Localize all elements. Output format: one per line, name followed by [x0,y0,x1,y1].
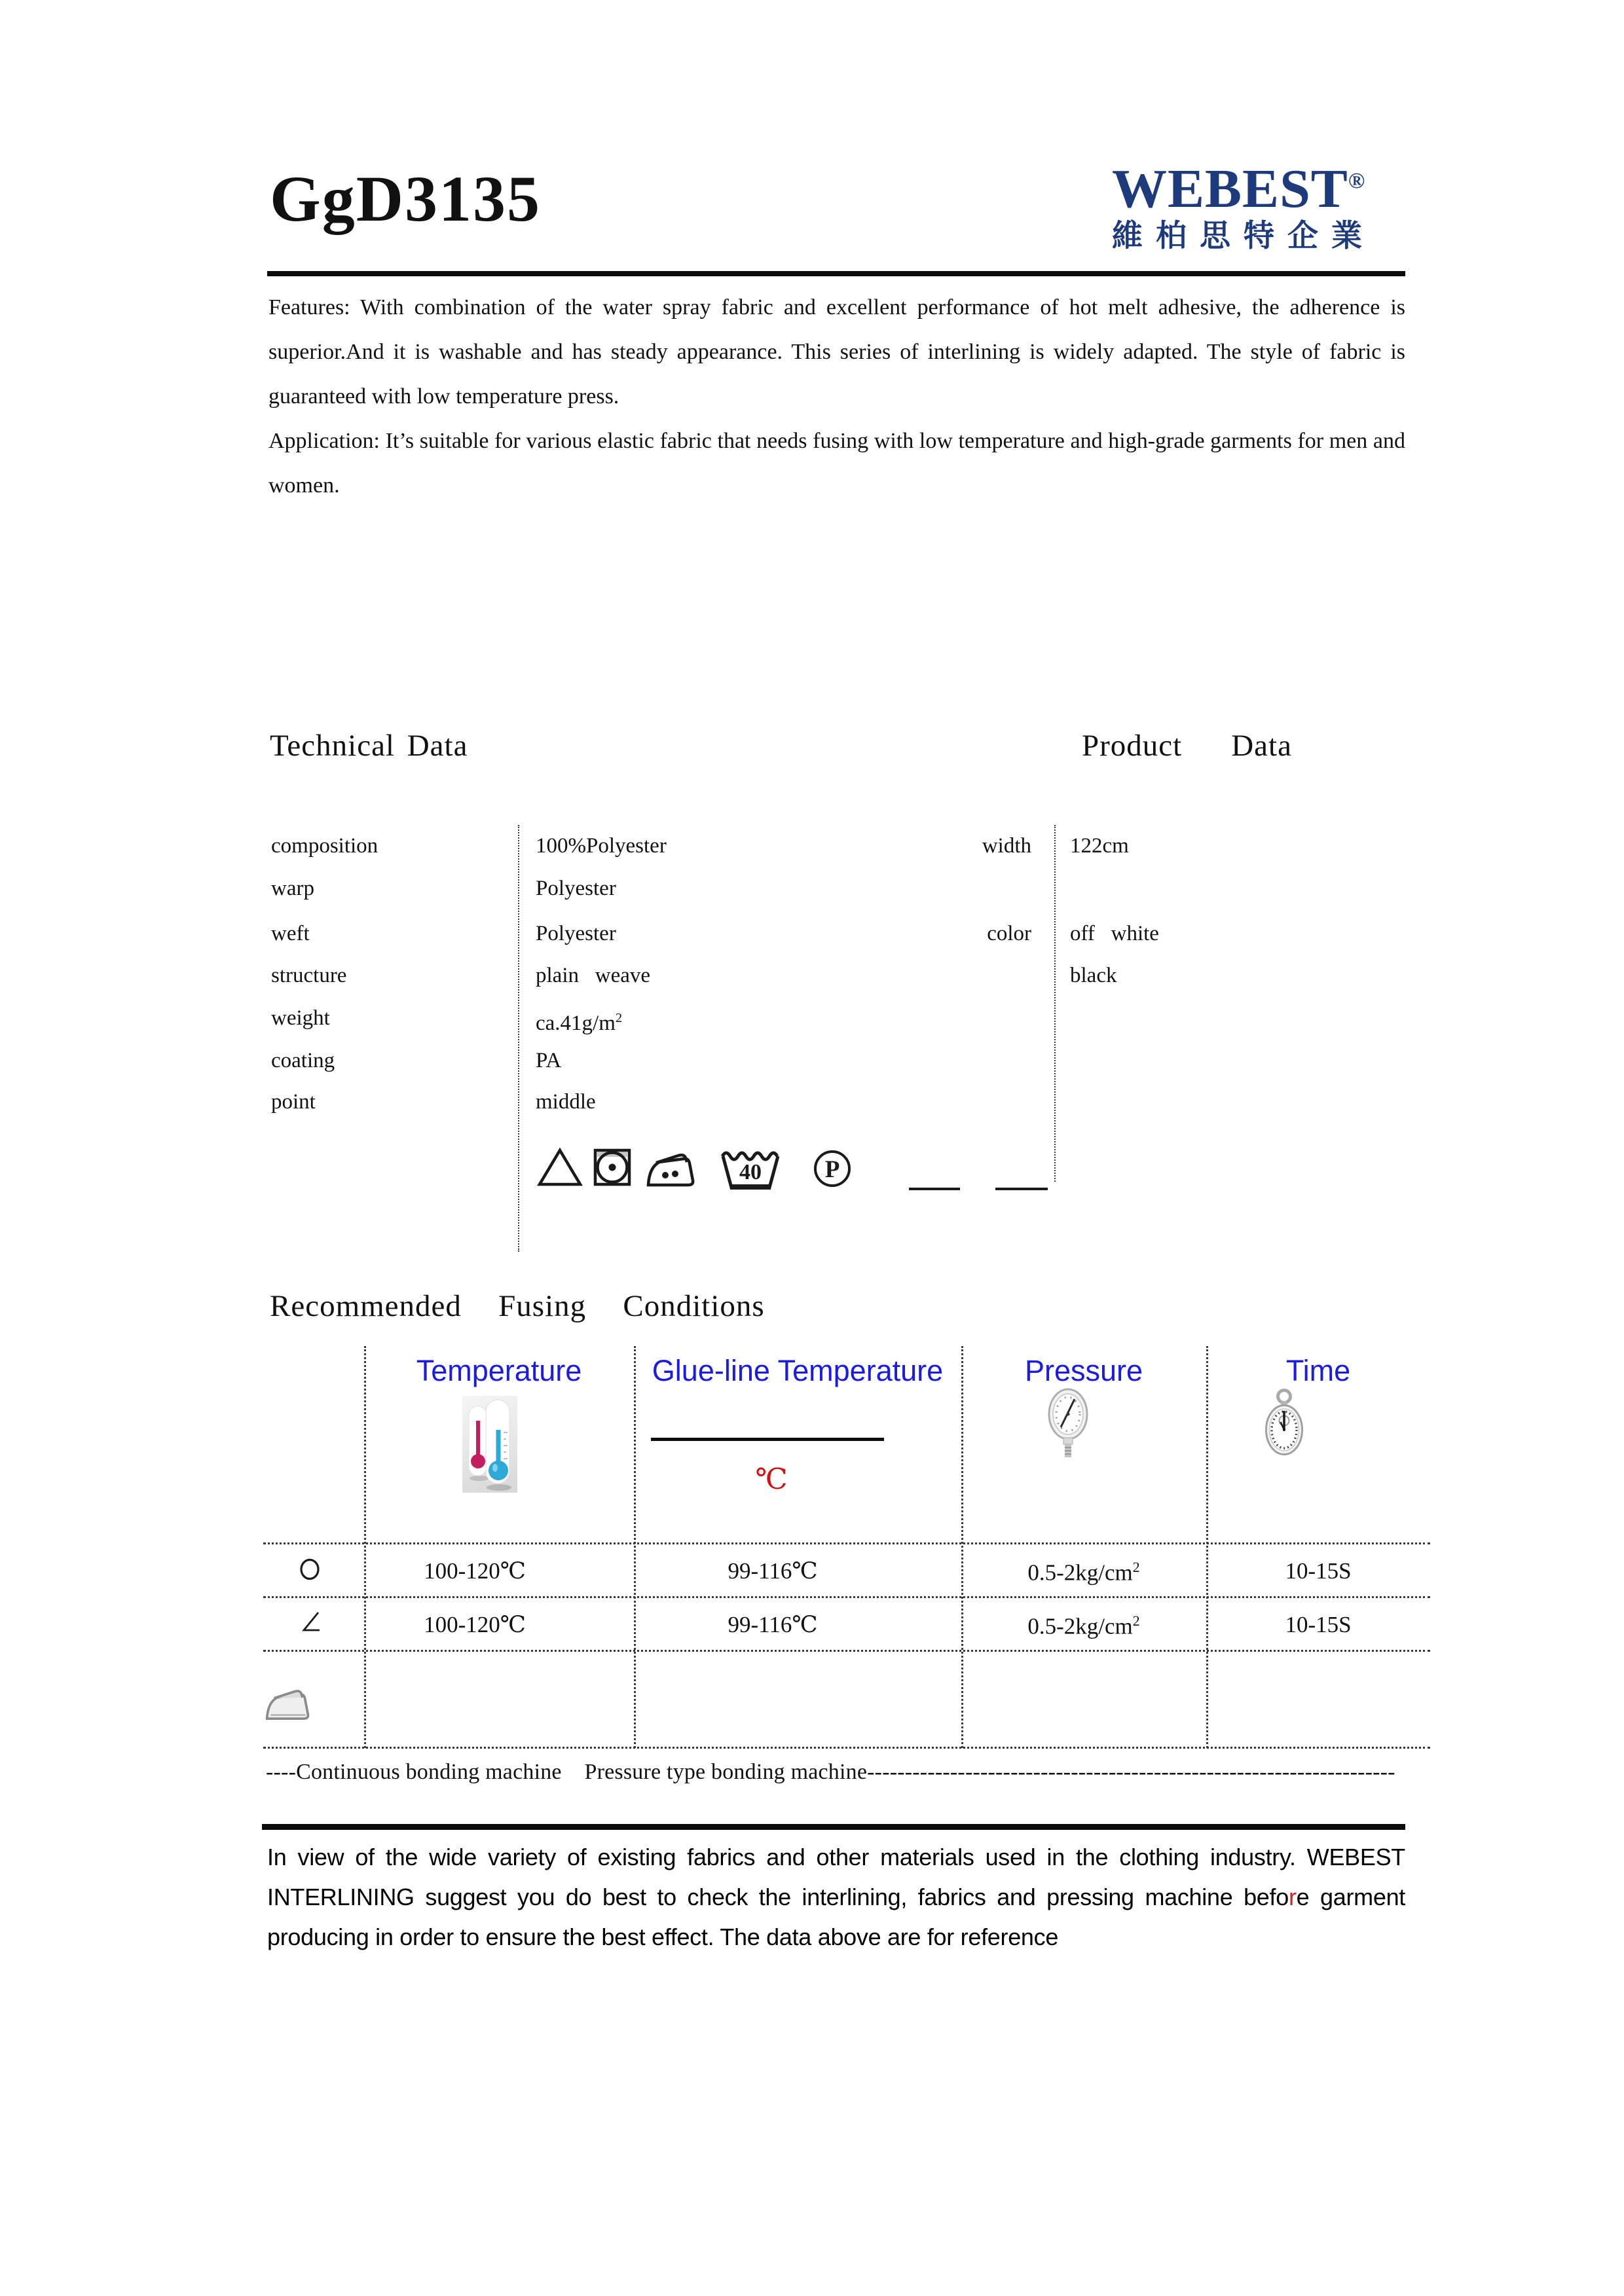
logo-brand-line [1112,153,1400,217]
row2-pressure-base: 0.5-2kg/cm [1027,1613,1133,1639]
tech-value-coating: PA [536,1049,562,1072]
weight-exponent: 2 [615,1011,623,1025]
stopwatch-icon [1265,1388,1303,1461]
tech-value-weft: Polyester [536,922,616,945]
application-paragraph: Application: It’s suitable for various elastic fabric that needs fusing with low temperature and high-grade garments for men and women. [268,429,1405,498]
row1-circle-icon [299,1557,321,1585]
column-header-pressure: Pressure [1024,1354,1143,1387]
intro-text [268,285,1405,508]
tech-label-structure: structure [271,964,347,987]
tech-label-composition: composition [271,834,378,858]
tech-label-coating: coating [271,1049,335,1072]
tech-table-divider-right [1054,825,1056,1182]
footer-note [267,1837,1405,1957]
footer-text-part2: e garment producing in order to ensure the best effect. The data above are for reference [267,1884,1406,1950]
fusing-hline-3 [263,1650,1430,1652]
logo-chinese-name: 維柏思特企業 [1112,218,1375,253]
column-header-glue-line: Glue-line Temperature [652,1354,944,1387]
tech-label-weft: weft [271,922,310,945]
row2-angle-icon [300,1611,322,1636]
tech-value-structure: plain weave [536,964,651,987]
bonding-iron-icon [265,1686,310,1725]
footer-text-part1: In view of the wide variety of existing fabrics and other materials used in the clothing industry. WEBEST INTERLINING suggest you do best to check the interlining, fabrics and pressing machine befo [267,1844,1405,1910]
product-data-heading: Product Data [1082,729,1292,763]
tech-value-warp: Polyester [536,877,616,900]
product-value-color-black: black [1070,964,1117,987]
product-label-width: width [982,834,1031,858]
features-paragraph: Features: With combination of the water spray fabric and excellent performance of hot melt adhesive, the adherence is superior.And it is washable and has steady appearance. This series of interlining is widely adapted. The style of fabric is guaranteed with low temperature press. [268,295,1405,409]
column-header-temperature: Temperature [416,1354,582,1387]
wash-40-icon [719,1148,782,1196]
fusing-divider-3 [961,1346,963,1748]
fusing-hline-2 [263,1596,1430,1598]
tech-value-weight [536,1005,622,1036]
row2-glue-line-temperature: 99-116℃ [728,1612,818,1637]
wash-temperature-text: 40 [739,1160,762,1184]
row1-pressure-base: 0.5-2kg/cm [1027,1559,1133,1586]
dry-clean-letter-text: P [824,1156,840,1183]
iron-two-dots-icon [646,1151,695,1191]
fusing-hline-4 [263,1747,1430,1749]
blank-line-1 [909,1188,960,1190]
dry-clean-p-icon [812,1148,853,1192]
logo-brand-text: WEBEST [1112,158,1348,219]
technical-data-heading: Technical Data [270,729,468,763]
row1-time: 10-15S [1285,1558,1352,1584]
fusing-divider-2 [634,1346,636,1748]
column-header-time: Time [1285,1354,1351,1387]
weight-base: ca.41g/m [536,1011,616,1035]
tech-label-warp: warp [271,877,314,900]
header-rule [267,271,1405,276]
row2-pressure [961,1607,1206,1641]
row1-glue-line-temperature: 99-116℃ [728,1558,818,1584]
company-logo [1112,153,1400,254]
product-label-color: color [987,922,1031,945]
row1-pressure-exponent: 2 [1132,1559,1140,1575]
tumble-dry-icon [593,1148,631,1190]
row2-pressure-exponent: 2 [1132,1613,1140,1629]
fusing-divider-1 [364,1346,366,1748]
bonding-machine-legend: ----Continuous bonding machine Pressure type bonding machine---------------------------------------------------------------------- [266,1760,1395,1784]
row1-temperature: 100-120℃ [424,1558,526,1584]
tech-table-divider-left [518,825,519,1252]
tech-value-point: middle [536,1090,596,1114]
bleach-triangle-icon [537,1147,583,1191]
thermometer-icon [462,1396,517,1493]
product-value-width: 122cm [1070,834,1129,858]
footer-red-letter: r [1288,1884,1297,1910]
footer-rule [262,1824,1405,1830]
glue-line-blank-rule [651,1438,884,1441]
product-value-color-offwhite: off white [1070,922,1159,945]
fusing-divider-4 [1206,1346,1208,1748]
tech-label-point: point [271,1090,316,1114]
fusing-hline-1 [263,1542,1430,1544]
glue-line-unit-celsius: ℃ [755,1463,788,1495]
row2-time: 10-15S [1285,1612,1352,1637]
fusing-conditions-heading: Recommended Fusing Conditions [270,1289,765,1323]
row2-temperature: 100-120℃ [424,1612,526,1637]
tech-label-weight: weight [271,1006,330,1030]
tech-value-composition: 100%Polyester [536,834,667,858]
pressure-gauge-icon [1048,1388,1088,1463]
product-code: GgD3135 [270,162,541,235]
registered-trademark-icon: ® [1348,169,1366,193]
row1-pressure [961,1553,1206,1588]
blank-line-2 [995,1188,1048,1190]
